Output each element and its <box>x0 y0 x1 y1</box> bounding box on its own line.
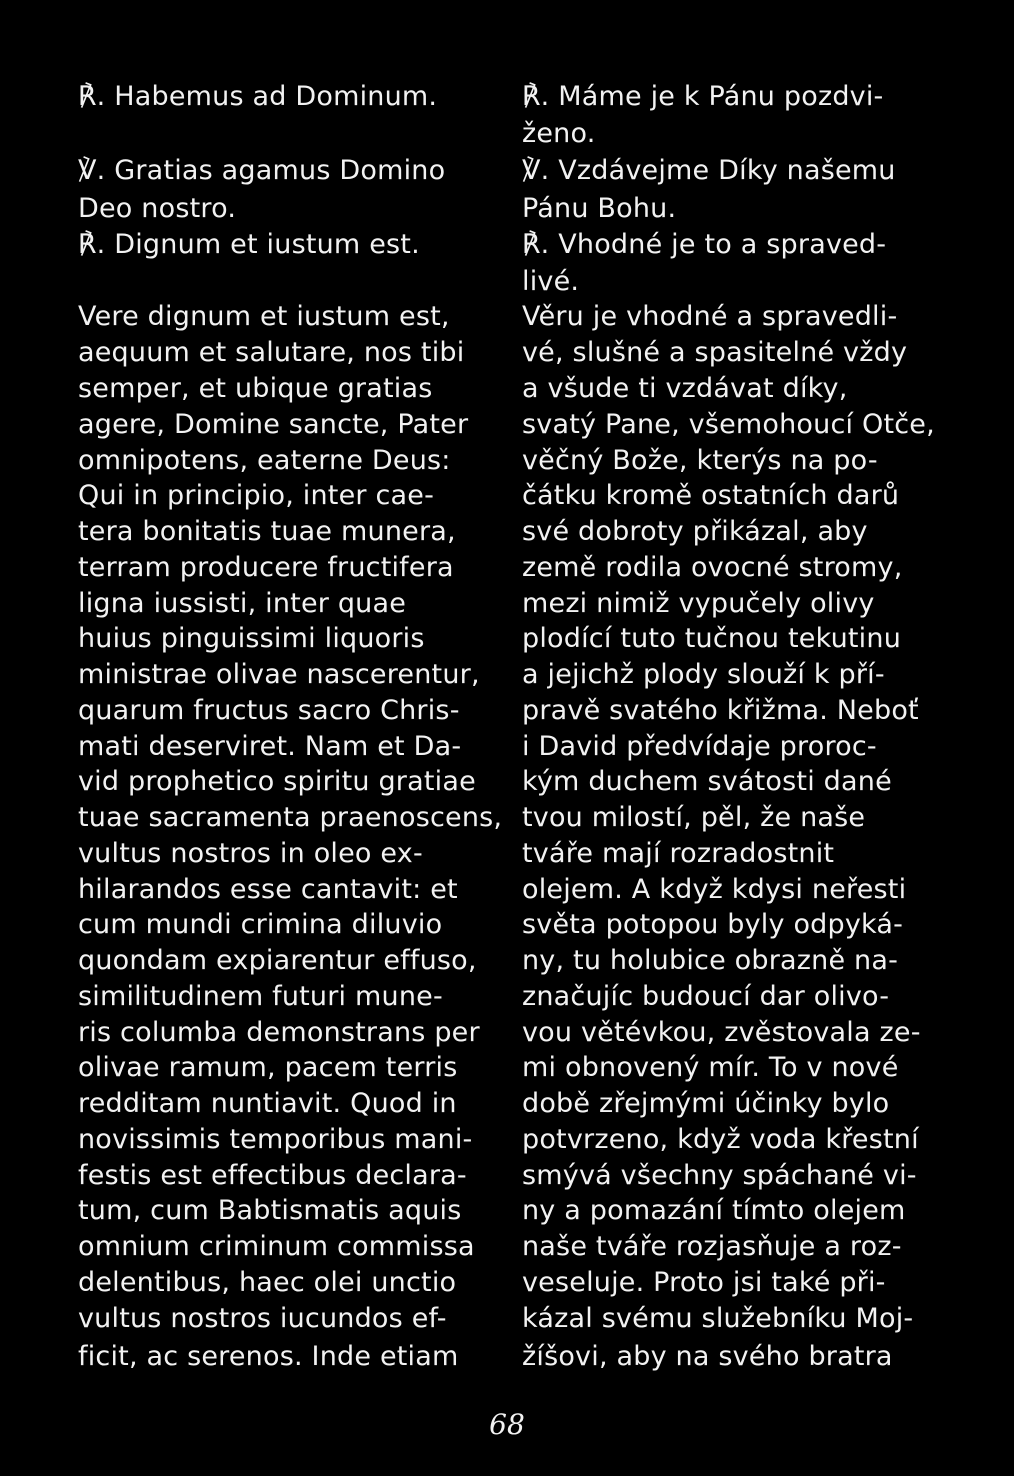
latin-line: delentibus, haec olei unctio <box>78 1267 457 1298</box>
latin-line: mati deserviret. Nam et Da- <box>78 731 462 762</box>
czech-line: livé. <box>522 266 580 297</box>
czech-line: tvou milostí, pěl, že naše <box>522 802 866 833</box>
czech-line: ny a pomazání tímto olejem <box>522 1195 906 1226</box>
latin-line: vultus nostros iucundos ef- <box>78 1303 447 1334</box>
latin-line: novissimis temporibus mani- <box>78 1124 473 1155</box>
latin-line: quondam expiarentur effuso, <box>78 945 477 976</box>
latin-line: ligna iussisti, inter quae <box>78 588 407 619</box>
czech-line: ℣. Vzdávejme Díky našemu <box>522 155 896 186</box>
czech-line: čátku kromě ostatních darů <box>522 480 900 511</box>
czech-line: vé, slušné a spasitelné vždy <box>522 337 908 368</box>
latin-line: Vere dignum et iustum est, <box>78 301 450 332</box>
czech-line: ℟. Vhodné je to a spraved- <box>522 229 887 260</box>
czech-line: tváře mají rozradostnit <box>522 838 835 869</box>
latin-line: tera bonitatis tuae munera, <box>78 516 456 547</box>
czech-line: pravě svatého křižma. Neboť <box>522 695 919 726</box>
latin-line: ficit, ac serenos. Inde etiam <box>78 1341 459 1372</box>
latin-line: vid prophetico spiritu gratiae <box>78 766 476 797</box>
czech-line: mezi nimiž vypučely olivy <box>522 588 875 619</box>
latin-line: olivae ramum, pacem terris <box>78 1052 458 1083</box>
czech-line: svatý Pane, všemohoucí Otče, <box>522 409 935 440</box>
czech-line: veseluje. Proto jsi také při- <box>522 1267 886 1298</box>
latin-line: Qui in principio, inter cae- <box>78 480 435 511</box>
czech-line: mi obnovený mír. To v nové <box>522 1052 899 1083</box>
latin-line: vultus nostros in oleo ex- <box>78 838 423 869</box>
czech-line: potvrzeno, když voda křestní <box>522 1124 919 1155</box>
czech-line: smývá všechny spáchané vi- <box>522 1160 917 1191</box>
czech-line: světa potopou byly odpyká- <box>522 909 904 940</box>
latin-line: ℟. Dignum et iustum est. <box>78 229 420 260</box>
czech-line: ženo. <box>522 118 596 149</box>
czech-line: ℟. Máme je k Pánu pozdvi- <box>522 81 884 112</box>
czech-line: a jejichž plody slouží k pří- <box>522 659 885 690</box>
latin-line: Deo nostro. <box>78 193 237 224</box>
czech-line: žíšovi, aby na svého bratra <box>522 1341 893 1372</box>
latin-line: hilarandos esse cantavit: et <box>78 874 458 905</box>
latin-line: agere, Domine sancte, Pater <box>78 409 469 440</box>
latin-line: festis est effectibus declara- <box>78 1160 467 1191</box>
latin-line: quarum fructus sacro Chris- <box>78 695 460 726</box>
latin-line: tuae sacramenta praenoscens, <box>78 802 503 833</box>
czech-line: ny, tu holubice obrazně na- <box>522 945 899 976</box>
latin-line: redditam nuntiavit. Quod in <box>78 1088 457 1119</box>
latin-line: similitudinem futuri mune- <box>78 981 443 1012</box>
page-number: 68 <box>489 1408 525 1441</box>
latin-line: terram producere fructifera <box>78 552 454 583</box>
latin-line: tum, cum Babtismatis aquis <box>78 1195 462 1226</box>
czech-line: vou větévkou, zvěstovala ze- <box>522 1017 921 1048</box>
latin-line: huius pinguissimi liquoris <box>78 623 425 654</box>
latin-line: ℣. Gratias agamus Domino <box>78 155 446 186</box>
latin-line: ℟. Habemus ad Dominum. <box>78 81 438 112</box>
latin-line: cum mundi crimina diluvio <box>78 909 443 940</box>
czech-line: věčný Bože, kterýs na po- <box>522 445 878 476</box>
czech-line: Pánu Bohu. <box>522 193 677 224</box>
czech-line: kázal svému služebníku Moj- <box>522 1303 914 1334</box>
czech-line: plodící tuto tučnou tekutinu <box>522 623 902 654</box>
czech-line: a všude ti vzdávat díky, <box>522 373 848 404</box>
czech-line: naše tváře rozjasňuje a roz- <box>522 1231 902 1262</box>
latin-line: omnium criminum commissa <box>78 1231 475 1262</box>
latin-line: ris columba demonstrans per <box>78 1017 480 1048</box>
latin-line: semper, et ubique gratias <box>78 373 433 404</box>
czech-line: země rodila ovocné stromy, <box>522 552 903 583</box>
czech-line: své dobroty přikázal, aby <box>522 516 868 547</box>
czech-line: Věru je vhodné a spravedli- <box>522 301 898 332</box>
latin-line: omnipotens, eaterne Deus: <box>78 445 451 476</box>
czech-line: olejem. A když kdysi neřesti <box>522 874 907 905</box>
czech-line: kým duchem svátosti dané <box>522 766 892 797</box>
czech-line: i David předvídaje proroc- <box>522 731 877 762</box>
czech-line: značujíc budoucí dar olivo- <box>522 981 890 1012</box>
latin-line: ministrae olivae nascerentur, <box>78 659 480 690</box>
czech-line: době zřejmými účinky bylo <box>522 1088 890 1119</box>
latin-line: aequum et salutare, nos tibi <box>78 337 465 368</box>
